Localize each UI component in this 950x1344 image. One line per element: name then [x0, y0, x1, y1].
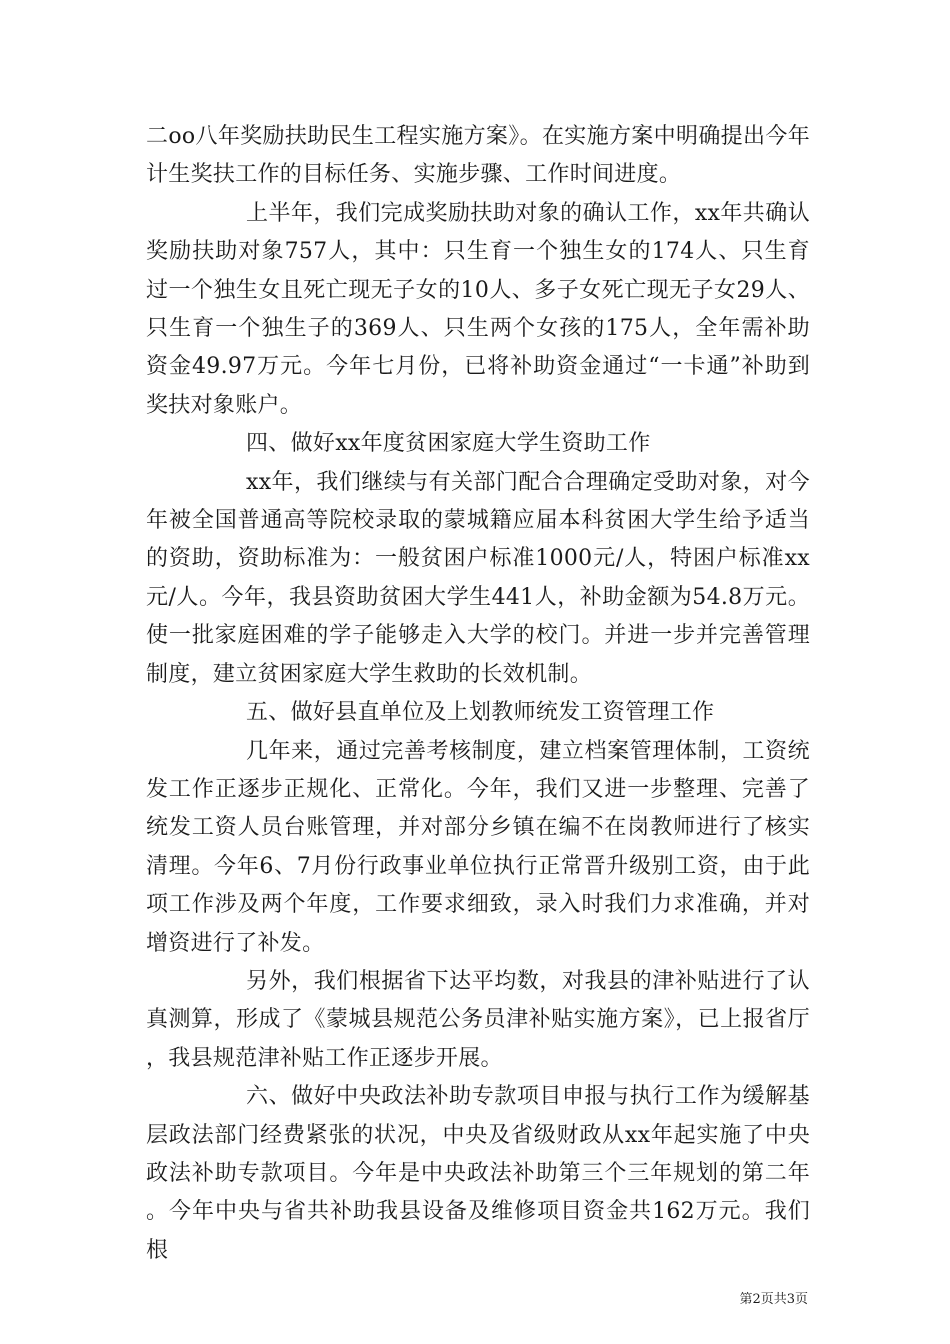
paragraph-reward-confirmation: 上半年，我们完成奖励扶助对象的确认工作，xx年共确认奖励扶助对象757人，其中：只生育一个独生女的174人、只生育过一个独生女且死亡现无子女的10人、多子女死亡现无子女29人、只生育一个独生子的369人、只生两个女孩的175人，全年需补助资金49.97万元。今年七月份，已将补助资金通过“一卡通”补助到奖扶对象账户。: [146, 200, 810, 418]
section-heading-5: 五、做好县直单位及上划教师统发工资管理工作: [246, 700, 715, 726]
section-heading-4: 四、做好xx年度贫困家庭大学生资助工作: [246, 431, 651, 457]
paragraph-allowance: 另外，我们根据省下达平均数，对我县的津补贴进行了认真测算，形成了《蒙城县规范公务员津补贴实施方案》，已上报省厅，我县规范津补贴工作正逐步开展。: [146, 968, 810, 1071]
page-number: 第2页共3页: [739, 1292, 808, 1307]
document-body: [146, 118, 810, 1270]
paragraph-continuation: 二oo八年奖励扶助民生工程实施方案》。在实施方案中明确提出今年计生奖扶工作的目标任务、实施步骤、工作时间进度。: [146, 124, 810, 188]
paragraph-section-6: 六、做好中央政法补助专款项目申报与执行工作为缓解基层政法部门经费紧张的状况，中央及省级财政从xx年起实施了中央政法补助专款项目。今年是中央政法补助第三个三年规划的第二年。今年中央与省共补助我县设备及维修项目资金共162万元。我们根: [146, 1084, 810, 1263]
paragraph-student-aid: xx年，我们继续与有关部门配合合理确定受助对象，对今年被全国普通高等院校录取的蒙城籍应届本科贫困大学生给予适当的资助，资助标准为：一般贫困户标准1000元/人，特困户标准xx元/人。今年，我县资助贫困大学生441人，补助金额为54.8万元。使一批家庭困难的学子能够走入大学的校门。并进一步并完善管理制度，建立贫困家庭大学生救助的长效机制。: [146, 469, 810, 687]
paragraph-salary-management: 几年来，通过完善考核制度，建立档案管理体制，工资统发工作正逐步正规化、正常化。今年，我们又进一步整理、完善了统发工资人员台账管理，并对部分乡镇在编不在岗教师进行了核实清理。今年6、7月份行政事业单位执行正常晋升级别工资，由于此项工作涉及两个年度，工作要求细致，录入时我们力求准确，并对增资进行了补发。: [146, 738, 810, 956]
